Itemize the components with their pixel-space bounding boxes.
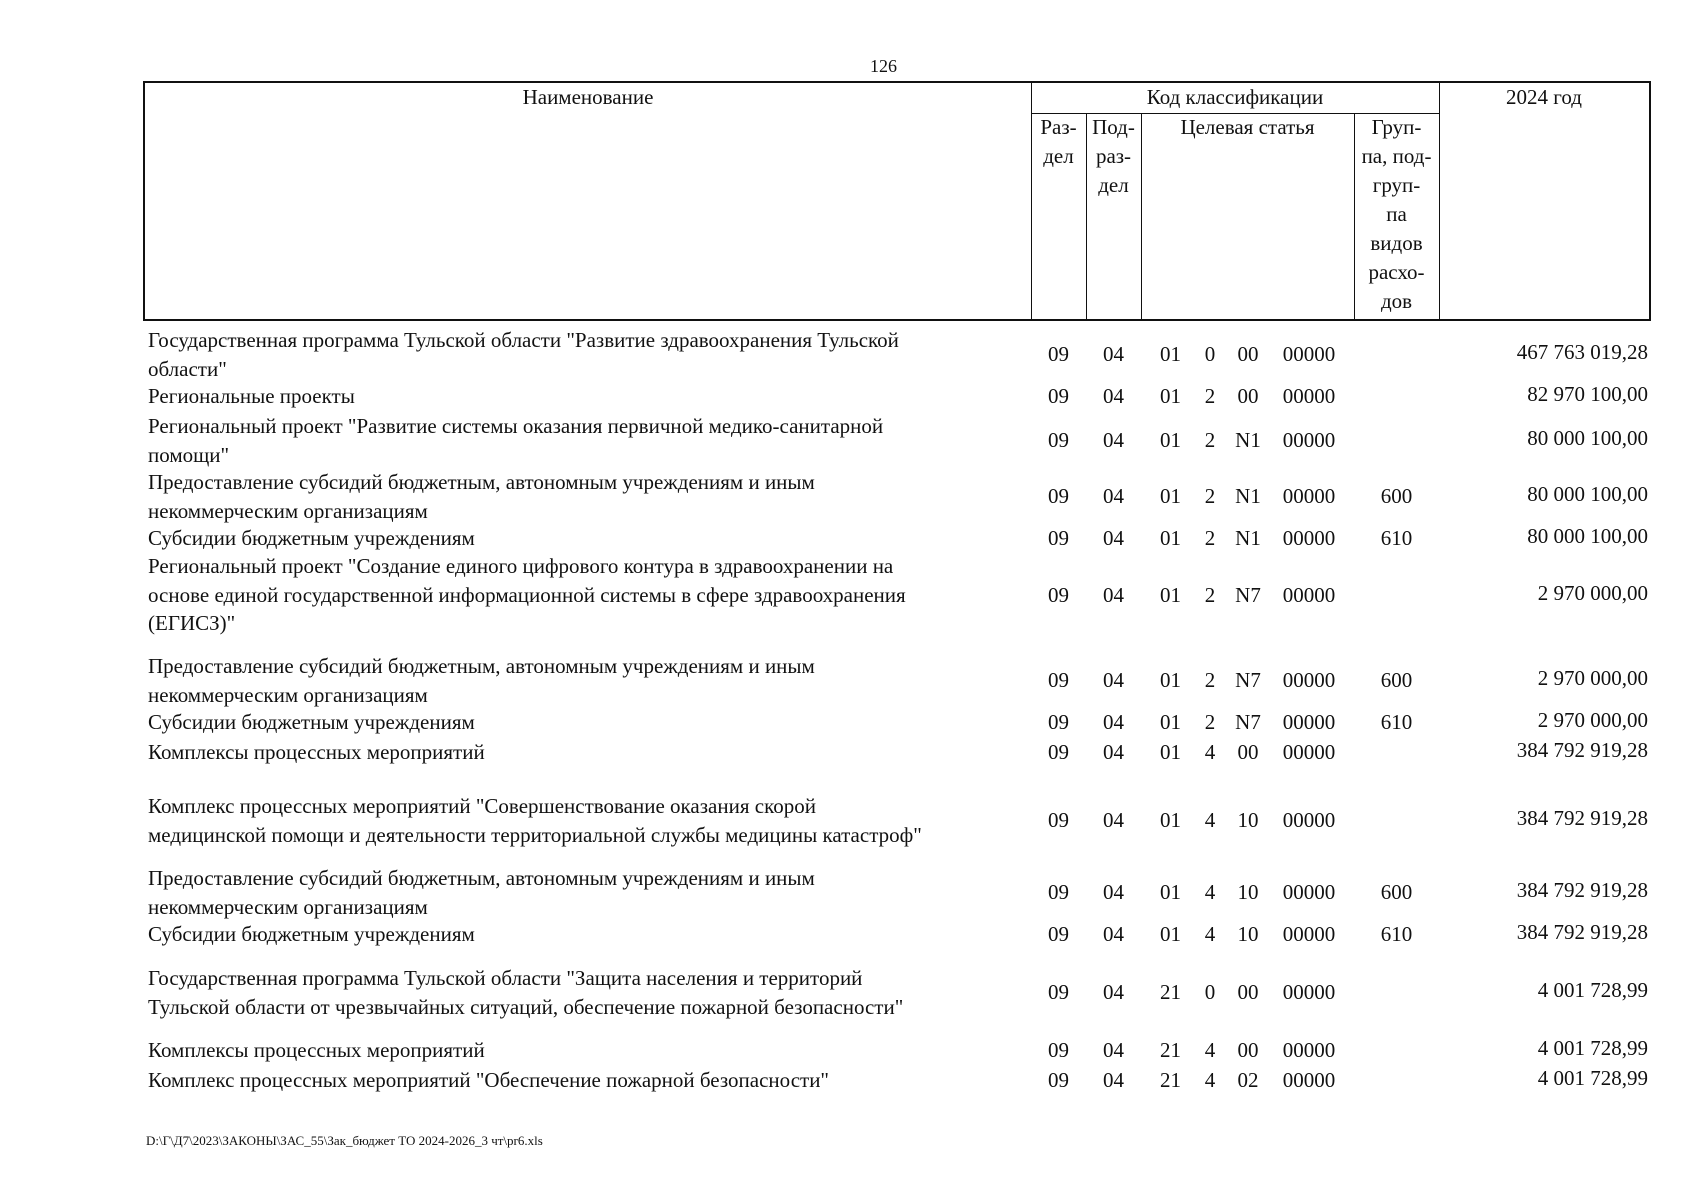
cell-c3: N1 [1235,526,1261,550]
cell-amount: 4 001 728,99 [1537,978,1648,1003]
row-name-line: Комплексы процессных мероприятий [148,1038,485,1062]
cell-pr: 04 [1103,710,1124,734]
cell-amount: 384 792 919,28 [1516,920,1648,944]
row-name-line: некоммерческим организациям [148,498,428,523]
cell-c4: 00000 [1282,710,1336,734]
page-number: 126 [870,56,897,76]
cell-vr: 600 [1380,880,1413,905]
row-name-line: (ЕГИСЗ)" [148,611,236,635]
row-name-line: Региональный проект "Развитие системы оказания первичной медико-санитарной [148,414,884,438]
cell-vr: 610 [1380,710,1413,734]
file-path: D:\Г\Д7\2023\ЗАКОНЫ\ЗАС_55\Зак_бюджет ТО 2024-2026_3 чт\pr6.xls [146,1133,543,1148]
cell-c4: 00000 [1282,740,1336,764]
table-row [148,1066,1648,1095]
cell-c1: 01 [1160,740,1181,764]
cell-amount: 467 763 019,28 [1516,340,1648,365]
cell-amount: 2 970 000,00 [1537,580,1648,605]
cell-rz: 09 [1048,710,1069,734]
cell-rz: 09 [1048,740,1069,764]
cell-c2: 2 [1204,710,1216,734]
row-name-line: некоммерческим организациям [148,682,428,707]
cell-amount: 4 001 728,99 [1537,1036,1648,1060]
header-year: 2024 год [1506,85,1582,109]
row-name-line: Субсидии бюджетным учреждениям [148,710,475,734]
cell-c2: 4 [1204,808,1216,833]
cell-amount: 80 000 100,00 [1527,524,1648,548]
cell-pr: 04 [1103,484,1124,509]
row-name [148,738,1018,767]
cell-c3: 00 [1237,384,1259,408]
table-row [148,652,1648,709]
row-name-line: Субсидии бюджетным учреждениям [148,922,475,946]
cell-c2: 4 [1204,1068,1216,1092]
cell-c1: 01 [1160,668,1181,693]
cell-c2: 2 [1204,526,1216,550]
row-name-line: Комплекс процессных мероприятий "Обеспечение пожарной безопасности" [148,1068,830,1092]
cell-c4: 00000 [1282,582,1336,607]
cell-pr: 04 [1103,980,1124,1005]
row-name-line: Региональные проекты [148,384,355,408]
cell-pr: 04 [1103,526,1124,550]
cell-c3: 10 [1237,922,1259,946]
cell-c4: 00000 [1282,342,1336,367]
cell-rz: 09 [1048,342,1069,367]
row-name-line: Комплексы процессных мероприятий [148,740,485,764]
cell-vr: 600 [1380,484,1413,509]
row-name [148,864,1018,921]
cell-c2: 2 [1204,428,1216,453]
cell-c3: N7 [1235,582,1261,607]
cell-c1: 21 [1160,1038,1181,1062]
cell-pr: 04 [1103,1068,1124,1092]
cell-c2: 4 [1204,922,1216,946]
header-target: Целевая статья [1180,115,1315,139]
row-name-line: Субсидии бюджетным учреждениям [148,526,475,550]
cell-c4: 00000 [1282,980,1336,1005]
header-group-line: па [1386,202,1407,226]
table-row [148,468,1648,525]
cell-c4: 00000 [1282,526,1336,550]
cell-pr: 04 [1103,922,1124,946]
cell-c3: 00 [1237,342,1259,367]
cell-rz: 09 [1048,922,1069,946]
cell-pr: 04 [1103,880,1124,905]
cell-rz: 09 [1048,428,1069,453]
header-razdel-line: дел [1043,144,1074,168]
row-name [148,382,1018,411]
cell-c2: 4 [1204,880,1216,905]
table-row [148,864,1648,921]
table-row [148,524,1648,553]
header-group-line: Груп- [1371,115,1422,139]
row-name [148,652,1018,709]
cell-c1: 01 [1160,526,1181,550]
cell-c3: N1 [1235,428,1261,453]
cell-rz: 09 [1048,880,1069,905]
cell-c2: 2 [1204,484,1216,509]
cell-amount: 384 792 919,28 [1516,806,1648,831]
header-code: Код классификации [1146,85,1324,109]
cell-pr: 04 [1103,808,1124,833]
cell-c1: 01 [1160,484,1181,509]
table-row [148,412,1648,469]
cell-amount: 2 970 000,00 [1537,708,1648,732]
cell-c2: 2 [1204,384,1216,408]
row-name [148,964,1018,1021]
header-podrazdel-line: раз- [1095,144,1132,168]
cell-rz: 09 [1048,808,1069,833]
table-row [148,964,1648,1021]
header-name: Наименование [522,85,654,109]
cell-rz: 09 [1048,384,1069,408]
header-group-line: дов [1380,289,1413,313]
cell-pr: 04 [1103,428,1124,453]
row-name [148,468,1018,525]
cell-c3: 00 [1237,980,1259,1005]
header-razdel [1031,113,1086,171]
row-name-line: Комплекс процессных мероприятий "Совершенствование оказания скорой [148,794,816,818]
cell-c2: 0 [1204,342,1216,367]
header-podrazdel-line: Под- [1092,115,1135,139]
row-name-line: Государственная программа Тульской области "Развитие здравоохранения Тульской [148,328,899,352]
row-name [148,552,1018,638]
row-name-line: основе единой государственной информационной системы в сфере здравоохранения [148,582,906,607]
cell-c1: 01 [1160,922,1181,946]
row-name [148,1036,1018,1065]
cell-c1: 01 [1160,808,1181,833]
cell-c1: 01 [1160,384,1181,408]
row-name-line: Предоставление субсидий бюджетным, автономным учреждениям и иным [148,470,815,494]
table-row [148,708,1648,737]
table-row [148,382,1648,411]
cell-pr: 04 [1103,740,1124,764]
header-divider [1141,113,1142,319]
cell-amount: 80 000 100,00 [1527,426,1648,451]
cell-c2: 2 [1204,582,1216,607]
cell-c1: 01 [1160,710,1181,734]
cell-amount: 384 792 919,28 [1516,878,1648,903]
cell-amount: 80 000 100,00 [1527,482,1648,507]
cell-rz: 09 [1048,484,1069,509]
cell-c1: 01 [1160,880,1181,905]
cell-c2: 4 [1204,740,1216,764]
header-group-line: расхо- [1368,260,1425,284]
row-name [148,326,1018,383]
row-name-line: Тульской области от чрезвычайных ситуаций, обеспечение пожарной безопасности" [148,994,904,1019]
cell-c1: 01 [1160,342,1181,367]
header-group-line: видов [1370,231,1423,255]
cell-c4: 00000 [1282,1038,1336,1062]
cell-rz: 09 [1048,668,1069,693]
cell-c4: 00000 [1282,428,1336,453]
header-podrazdel-line: дел [1098,173,1129,197]
row-name-line: медицинской помощи и деятельности территориальной службы медицины катастроф" [148,822,922,847]
row-name [148,792,1018,849]
cell-c4: 00000 [1282,808,1336,833]
cell-c3: 10 [1237,880,1259,905]
header-group [1354,113,1439,316]
cell-c1: 01 [1160,582,1181,607]
table-row [148,792,1648,849]
table-row [148,1036,1648,1065]
cell-c4: 00000 [1282,922,1336,946]
cell-c1: 21 [1160,1068,1181,1092]
row-name [148,920,1018,949]
cell-rz: 09 [1048,1068,1069,1092]
cell-pr: 04 [1103,582,1124,607]
row-name [148,708,1018,737]
cell-c2: 4 [1204,1038,1216,1062]
cell-amount: 2 970 000,00 [1537,666,1648,691]
cell-c3: 00 [1237,1038,1259,1062]
row-name [148,412,1018,469]
table-row [148,738,1648,767]
cell-amount: 82 970 100,00 [1527,382,1648,406]
cell-amount: 4 001 728,99 [1537,1066,1648,1090]
header-podrazdel [1086,113,1141,200]
cell-rz: 09 [1048,582,1069,607]
cell-c3: 02 [1237,1068,1259,1092]
cell-pr: 04 [1103,668,1124,693]
cell-c1: 21 [1160,980,1181,1005]
cell-c4: 00000 [1282,1068,1336,1092]
row-name-line: Региональный проект "Создание единого цифрового контура в здравоохранении на [148,554,894,578]
cell-c1: 01 [1160,428,1181,453]
table-row [148,920,1648,949]
cell-vr: 610 [1380,922,1413,946]
cell-rz: 09 [1048,526,1069,550]
cell-vr: 600 [1380,668,1413,693]
row-name-line: Предоставление субсидий бюджетным, автономным учреждениям и иным [148,866,815,890]
cell-pr: 04 [1103,384,1124,408]
cell-c2: 0 [1204,980,1216,1005]
row-name-line: Предоставление субсидий бюджетным, автономным учреждениям и иным [148,654,815,678]
cell-amount: 384 792 919,28 [1516,738,1648,762]
row-name [148,524,1018,553]
cell-c3: N7 [1235,668,1261,693]
cell-c3: N7 [1235,710,1261,734]
cell-c4: 00000 [1282,668,1336,693]
header-group-line: па, под- [1361,144,1432,168]
header-group-line: груп- [1372,173,1421,197]
row-name-line: Государственная программа Тульской области "Защита населения и территорий [148,966,863,990]
cell-vr: 610 [1380,526,1413,550]
cell-pr: 04 [1103,1038,1124,1062]
cell-c3: 00 [1237,740,1259,764]
row-name-line: области" [148,356,227,381]
row-name [148,1066,1018,1095]
cell-c3: N1 [1235,484,1261,509]
cell-rz: 09 [1048,980,1069,1005]
row-name-line: помощи" [148,442,230,467]
row-name-line: некоммерческим организациям [148,894,428,919]
table-row [148,552,1648,638]
cell-pr: 04 [1103,342,1124,367]
table-row [148,326,1648,383]
table-header [143,81,1651,321]
cell-c4: 00000 [1282,880,1336,905]
cell-c4: 00000 [1282,484,1336,509]
cell-c2: 2 [1204,668,1216,693]
cell-c3: 10 [1237,808,1259,833]
cell-rz: 09 [1048,1038,1069,1062]
header-razdel-line: Раз- [1040,115,1077,139]
header-divider [1439,83,1440,319]
cell-c4: 00000 [1282,384,1336,408]
